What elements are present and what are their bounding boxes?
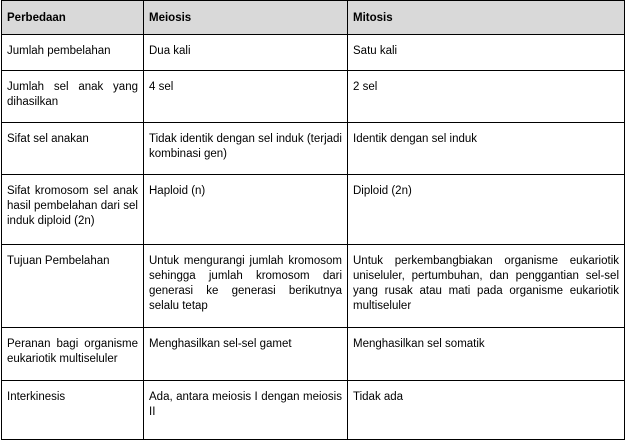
meiosis-cell: Ada, antara meiosis I dengan meiosis II: [144, 381, 348, 440]
row-label: Jumlah pembelahan: [2, 35, 144, 71]
comparison-table: [1, 0, 625, 440]
header-perbedaan: Perbedaan: [2, 1, 144, 35]
row-label: Sifat sel anakan: [2, 123, 144, 175]
row-label: Interkinesis: [2, 381, 144, 440]
meiosis-cell: Tidak identik dengan sel induk (terjadi kombinasi gen): [144, 123, 348, 175]
mitosis-cell: Untuk perkembangbiakan organisme eukariotik uniseluler, pertumbuhan, dan penggantian sel-sel yang rusak atau mati pada organisme eukariotik multiseluler: [348, 245, 625, 328]
mitosis-cell: Diploid (2n): [348, 175, 625, 245]
mitosis-cell: Menghasilkan sel somatik: [348, 328, 625, 381]
row-label: Jumlah sel anak yang dihasilkan: [2, 71, 144, 123]
mitosis-cell: Satu kali: [348, 35, 625, 71]
meiosis-cell: 4 sel: [144, 71, 348, 123]
row-label: Peranan bagi organisme eukariotik multiseluler: [2, 328, 144, 381]
meiosis-cell: Dua kali: [144, 35, 348, 71]
header-meiosis: Meiosis: [144, 1, 348, 35]
table-row: [2, 175, 625, 245]
table-row: [2, 328, 625, 381]
table-row: [2, 71, 625, 123]
meiosis-cell: Haploid (n): [144, 175, 348, 245]
table-row: [2, 35, 625, 71]
meiosis-cell: Untuk mengurangi jumlah kromosom sehingga jumlah kromosom dari generasi ke generasi berikutnya selalu tetap: [144, 245, 348, 328]
row-label: Sifat kromosom sel anak hasil pembelahan dari sel induk diploid (2n): [2, 175, 144, 245]
table-row: [2, 381, 625, 440]
table-header-row: [2, 1, 625, 35]
mitosis-cell: 2 sel: [348, 71, 625, 123]
header-mitosis: Mitosis: [348, 1, 625, 35]
table-row: [2, 245, 625, 328]
row-label: Tujuan Pembelahan: [2, 245, 144, 328]
meiosis-cell: Menghasilkan sel-sel gamet: [144, 328, 348, 381]
table-row: [2, 123, 625, 175]
mitosis-cell: Identik dengan sel induk: [348, 123, 625, 175]
mitosis-cell: Tidak ada: [348, 381, 625, 440]
